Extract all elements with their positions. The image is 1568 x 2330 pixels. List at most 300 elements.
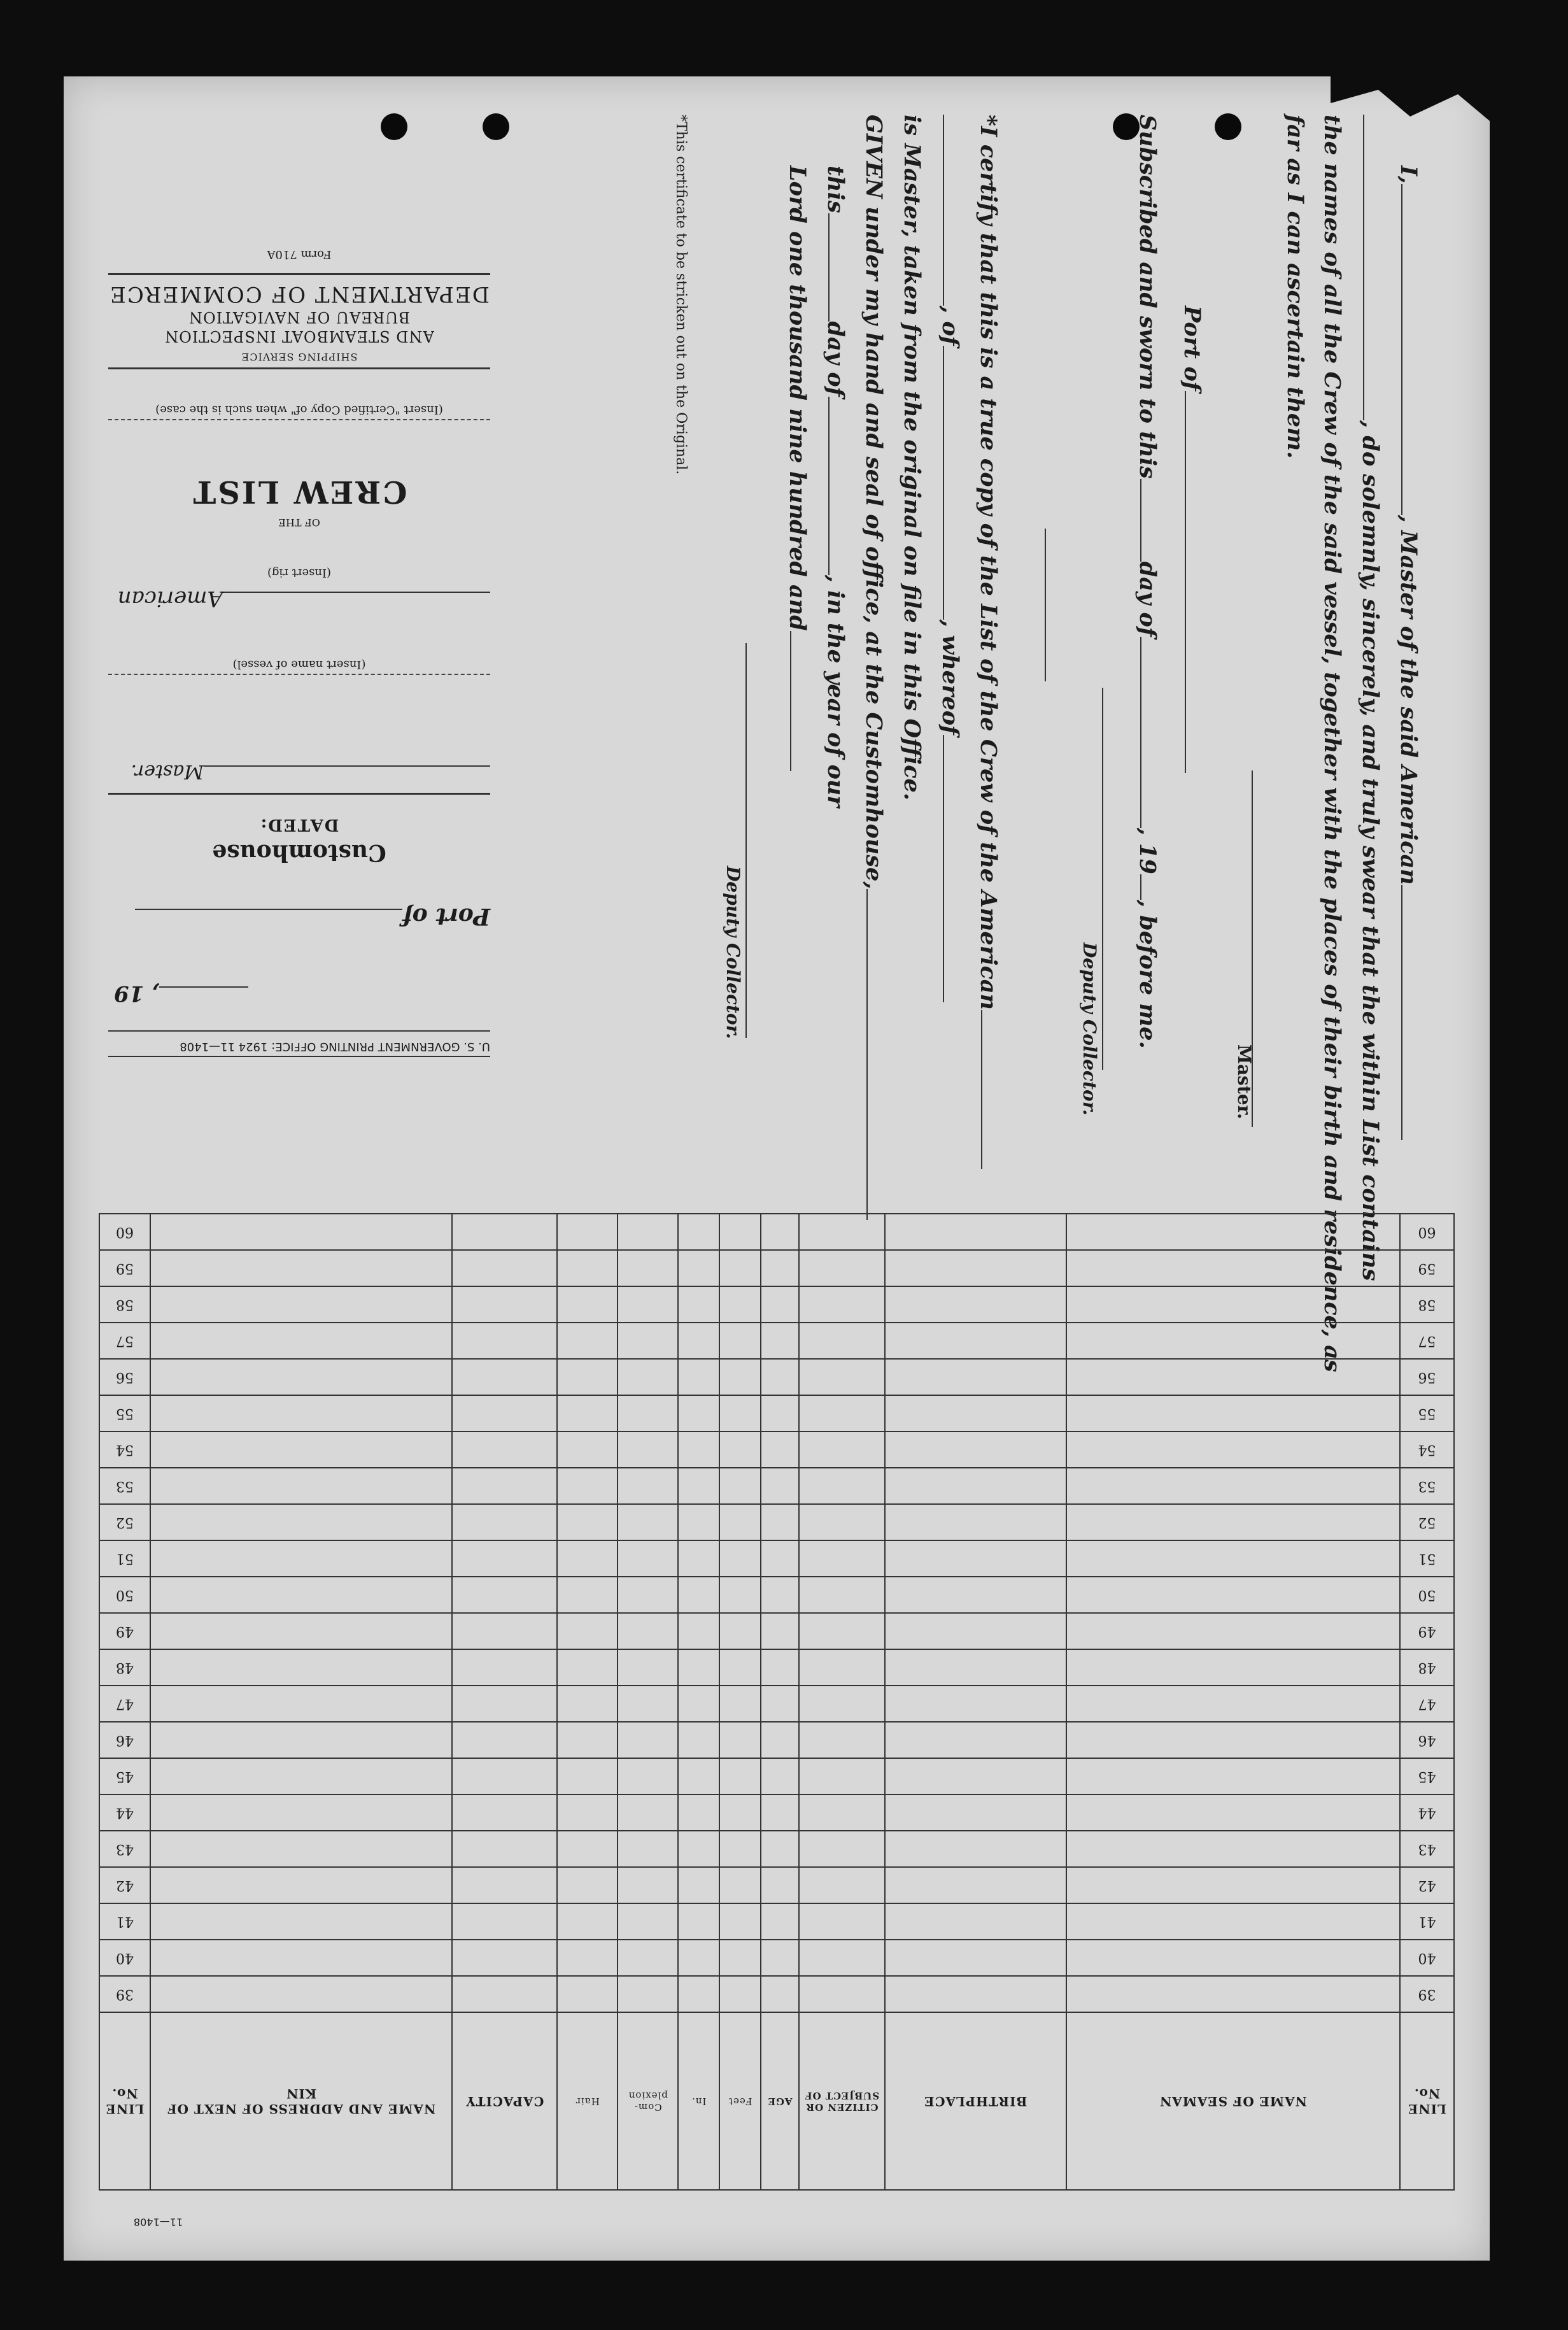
table-cell[interactable] — [618, 1359, 678, 1395]
table-cell[interactable] — [719, 1794, 761, 1831]
table-cell[interactable] — [452, 1649, 557, 1686]
table-cell[interactable] — [719, 1940, 761, 1976]
table-cell[interactable] — [719, 1468, 761, 1504]
master-line: Master. — [131, 760, 490, 783]
table-cell[interactable] — [1066, 1431, 1400, 1468]
certify-line: *I certify that this is a true copy of the List of the Crew of the American — [977, 115, 999, 1169]
table-cell[interactable] — [1066, 1758, 1400, 1794]
table-cell[interactable] — [885, 1867, 1066, 1903]
table-cell[interactable] — [452, 1250, 557, 1286]
row-line-number: 55 — [1400, 1395, 1454, 1431]
table-cell[interactable] — [761, 1831, 799, 1867]
table-cell[interactable] — [719, 1758, 761, 1794]
table-cell[interactable] — [799, 1722, 885, 1758]
table-cell[interactable] — [799, 1976, 885, 2012]
row-line-number: 52 — [1400, 1504, 1454, 1540]
table-cell[interactable] — [678, 1940, 719, 1976]
table-cell[interactable] — [557, 1214, 618, 1250]
table-cell[interactable] — [452, 1613, 557, 1649]
table-cell[interactable] — [678, 1395, 719, 1431]
row-line-number: 50 — [1400, 1577, 1454, 1613]
table-cell[interactable] — [678, 1359, 719, 1395]
table-cell[interactable] — [150, 1831, 452, 1867]
table-cell[interactable] — [1066, 1577, 1400, 1613]
table-row — [99, 1577, 1454, 1613]
table-cell[interactable] — [885, 1214, 1066, 1250]
table-cell[interactable] — [678, 1504, 719, 1540]
row-line-number: 40 — [1400, 1940, 1454, 1976]
table-cell[interactable] — [719, 1359, 761, 1395]
table-cell[interactable] — [150, 1867, 452, 1903]
table-cell[interactable] — [719, 1976, 761, 2012]
table-cell[interactable] — [885, 1323, 1066, 1359]
table-cell[interactable] — [719, 1286, 761, 1323]
table-cell[interactable] — [761, 1468, 799, 1504]
table-cell[interactable] — [557, 1395, 618, 1431]
table-cell[interactable] — [150, 1794, 452, 1831]
table-cell[interactable] — [678, 1976, 719, 2012]
table-cell[interactable] — [719, 1431, 761, 1468]
table-cell[interactable] — [678, 1323, 719, 1359]
footnote: *This certificate to be stricken out on the Original. — [673, 115, 689, 475]
table-cell[interactable] — [618, 1613, 678, 1649]
table-cell[interactable] — [885, 1686, 1066, 1722]
header-capacity: CAPACITY — [452, 2012, 557, 2190]
table-cell[interactable] — [452, 1976, 557, 2012]
row-line-number: 59 — [1400, 1250, 1454, 1286]
table-cell[interactable] — [452, 1286, 557, 1323]
table-cell[interactable] — [885, 1940, 1066, 1976]
table-cell[interactable] — [618, 1431, 678, 1468]
table-cell[interactable] — [799, 1831, 885, 1867]
given-line: GIVEN under my hand and seal of office, at the Customhouse, — [863, 115, 885, 1220]
table-cell[interactable] — [150, 1940, 452, 1976]
table-cell[interactable] — [678, 1722, 719, 1758]
table-cell[interactable] — [557, 1976, 618, 2012]
table-cell[interactable] — [719, 1649, 761, 1686]
table-cell[interactable] — [557, 1940, 618, 1976]
table-cell[interactable] — [452, 1758, 557, 1794]
table-cell[interactable] — [150, 1214, 452, 1250]
table-cell[interactable] — [150, 1468, 452, 1504]
table-cell[interactable] — [719, 1250, 761, 1286]
table-cell[interactable] — [678, 1831, 719, 1867]
header-citizen: CITIZEN OR SUBJECT OF — [799, 2012, 885, 2190]
table-cell[interactable] — [1066, 1504, 1400, 1540]
table-cell[interactable] — [678, 1214, 719, 1250]
table-cell[interactable] — [885, 1976, 1066, 2012]
table-cell[interactable] — [678, 1286, 719, 1323]
deputy-collector-label-2: Deputy Collector. — [723, 866, 744, 1039]
row-line-number-right: 47 — [99, 1686, 150, 1722]
table-cell[interactable] — [618, 1286, 678, 1323]
table-cell[interactable] — [557, 1359, 618, 1395]
row-line-number: 41 — [1400, 1903, 1454, 1940]
table-cell[interactable] — [799, 1613, 885, 1649]
row-line-number-right: 49 — [99, 1613, 150, 1649]
table-cell[interactable] — [1066, 1867, 1400, 1903]
of-the-label: OF THE — [278, 516, 320, 529]
table-cell[interactable] — [885, 1613, 1066, 1649]
table-cell[interactable] — [618, 1903, 678, 1940]
table-cell[interactable] — [557, 1649, 618, 1686]
table-cell[interactable] — [150, 1903, 452, 1940]
table-cell[interactable] — [799, 1758, 885, 1794]
header-inches: In. — [678, 2012, 719, 2190]
table-cell[interactable] — [1066, 1794, 1400, 1831]
table-cell[interactable] — [150, 1540, 452, 1577]
table-cell[interactable] — [1066, 1903, 1400, 1940]
oath-line-3: the names of all the Crew of the said vessel, together with the places of their birth and residence, as — [1319, 115, 1345, 1372]
table-cell[interactable] — [761, 1431, 799, 1468]
row-line-number-right: 55 — [99, 1395, 150, 1431]
header-name-of-seaman: NAME OF SEAMAN — [1066, 2012, 1400, 2190]
table-cell[interactable] — [452, 1686, 557, 1722]
dated-label: DATED: — [259, 815, 339, 834]
table-cell[interactable] — [678, 1903, 719, 1940]
table-cell[interactable] — [761, 1686, 799, 1722]
table-cell[interactable] — [885, 1431, 1066, 1468]
table-cell[interactable] — [678, 1867, 719, 1903]
table-cell[interactable] — [1066, 1250, 1400, 1286]
table-cell[interactable] — [799, 1250, 885, 1286]
table-cell[interactable] — [885, 1649, 1066, 1686]
table-cell[interactable] — [1066, 1395, 1400, 1431]
table-cell[interactable] — [719, 1867, 761, 1903]
row-line-number: 39 — [1400, 1976, 1454, 2012]
table-cell[interactable] — [618, 1540, 678, 1577]
row-line-number: 45 — [1400, 1758, 1454, 1794]
table-cell[interactable] — [150, 1577, 452, 1613]
table-cell[interactable] — [799, 1686, 885, 1722]
table-cell[interactable] — [678, 1613, 719, 1649]
printer-line: U. S. GOVERNMENT PRINTING OFFICE: 1924 11—1408 — [180, 1040, 490, 1053]
table-cell[interactable] — [557, 1504, 618, 1540]
table-cell[interactable] — [719, 1903, 761, 1940]
row-line-number-right: 50 — [99, 1577, 150, 1613]
table-cell[interactable] — [799, 1940, 885, 1976]
table-cell[interactable] — [557, 1722, 618, 1758]
row-line-number: 44 — [1400, 1794, 1454, 1831]
table-row — [99, 1250, 1454, 1286]
table-cell[interactable] — [452, 1214, 557, 1250]
table-cell[interactable] — [150, 1976, 452, 2012]
oath-line-2: , do solemnly, sincerely, and truly swear that the within List contains — [1359, 115, 1381, 1281]
table-cell[interactable] — [618, 1867, 678, 1903]
table-cell[interactable] — [761, 1649, 799, 1686]
table-cell[interactable] — [761, 1722, 799, 1758]
table-row — [99, 1903, 1454, 1940]
inspection-line: AND STEAMBOAT INSPECTION — [164, 327, 434, 345]
table-cell[interactable] — [618, 1214, 678, 1250]
subscribed-line: Subscribed and sworn to thisday of, 19, before me. — [1134, 115, 1161, 1049]
table-cell[interactable] — [150, 1758, 452, 1794]
row-line-number-right: 46 — [99, 1722, 150, 1758]
table-row — [99, 1867, 1454, 1903]
table-cell[interactable] — [885, 1722, 1066, 1758]
table-cell[interactable] — [719, 1613, 761, 1649]
table-cell[interactable] — [557, 1686, 618, 1722]
table-cell[interactable] — [452, 1540, 557, 1577]
table-cell[interactable] — [1066, 1359, 1400, 1395]
table-cell[interactable] — [1066, 1214, 1400, 1250]
table-cell[interactable] — [452, 1504, 557, 1540]
table-cell[interactable] — [719, 1504, 761, 1540]
row-line-number-right: 52 — [99, 1504, 150, 1540]
table-cell[interactable] — [799, 1359, 885, 1395]
table-cell[interactable] — [761, 1976, 799, 2012]
table-row — [99, 1468, 1454, 1504]
table-cell[interactable] — [885, 1540, 1066, 1577]
table-cell[interactable] — [678, 1649, 719, 1686]
table-row — [99, 1359, 1454, 1395]
table-cell[interactable] — [885, 1758, 1066, 1794]
table-row — [99, 1286, 1454, 1323]
table-cell[interactable] — [150, 1613, 452, 1649]
table-cell[interactable] — [557, 1794, 618, 1831]
table-cell[interactable] — [557, 1286, 618, 1323]
table-cell[interactable] — [452, 1867, 557, 1903]
table-cell[interactable] — [761, 1940, 799, 1976]
row-line-number: 46 — [1400, 1722, 1454, 1758]
table-cell[interactable] — [150, 1395, 452, 1431]
table-cell[interactable] — [557, 1758, 618, 1794]
table-cell[interactable] — [557, 1613, 618, 1649]
table-cell[interactable] — [761, 1504, 799, 1540]
table-cell[interactable] — [557, 1468, 618, 1504]
table-cell[interactable] — [885, 1831, 1066, 1867]
table-cell[interactable] — [885, 1468, 1066, 1504]
table-row — [99, 1722, 1454, 1758]
table-cell[interactable] — [452, 1395, 557, 1431]
table-cell[interactable] — [719, 1540, 761, 1577]
table-cell[interactable] — [761, 1794, 799, 1831]
american-line: American — [118, 586, 490, 611]
table-row — [99, 1976, 1454, 2012]
table-cell[interactable] — [719, 1686, 761, 1722]
table-row — [99, 1323, 1454, 1359]
insert-vessel-note: (Insert name of vessel) — [232, 658, 366, 671]
table-cell[interactable] — [618, 1940, 678, 1976]
table-cell[interactable] — [150, 1722, 452, 1758]
table-cell[interactable] — [761, 1540, 799, 1577]
table-cell[interactable] — [557, 1867, 618, 1903]
table-cell[interactable] — [761, 1214, 799, 1250]
table-cell[interactable] — [150, 1686, 452, 1722]
table-cell[interactable] — [719, 1831, 761, 1867]
table-cell[interactable] — [761, 1867, 799, 1903]
table-cell[interactable] — [618, 1649, 678, 1686]
table-cell[interactable] — [885, 1395, 1066, 1431]
table-cell[interactable] — [719, 1577, 761, 1613]
table-cell[interactable] — [885, 1359, 1066, 1395]
table-cell[interactable] — [1066, 1649, 1400, 1686]
row-line-number-right: 48 — [99, 1649, 150, 1686]
deputy-signature-line — [1098, 688, 1120, 1070]
table-cell[interactable] — [799, 1431, 885, 1468]
table-cell[interactable] — [885, 1286, 1066, 1323]
oath-line-1: I,, Master of the said American — [1397, 166, 1420, 1140]
row-line-number-right: 53 — [99, 1468, 150, 1504]
table-cell[interactable] — [452, 1323, 557, 1359]
table-cell[interactable] — [618, 1577, 678, 1613]
table-cell[interactable] — [618, 1323, 678, 1359]
table-cell[interactable] — [885, 1577, 1066, 1613]
table-cell[interactable] — [1066, 1613, 1400, 1649]
table-cell[interactable] — [557, 1250, 618, 1286]
table-row — [99, 1831, 1454, 1867]
table-cell[interactable] — [678, 1794, 719, 1831]
table-cell[interactable] — [1066, 1540, 1400, 1577]
table-cell[interactable] — [452, 1431, 557, 1468]
row-line-number-right: 43 — [99, 1831, 150, 1867]
table-cell[interactable] — [799, 1323, 885, 1359]
row-line-number: 54 — [1400, 1431, 1454, 1468]
table-cell[interactable] — [719, 1722, 761, 1758]
table-cell[interactable] — [618, 1722, 678, 1758]
table-cell[interactable] — [799, 1577, 885, 1613]
table-cell[interactable] — [557, 1903, 618, 1940]
table-cell[interactable] — [799, 1903, 885, 1940]
table-cell[interactable] — [1066, 1286, 1400, 1323]
row-line-number-right: 54 — [99, 1431, 150, 1468]
table-cell[interactable] — [1066, 1686, 1400, 1722]
header-birthplace: BIRTHPLACE — [885, 2012, 1066, 2190]
table-cell[interactable] — [761, 1286, 799, 1323]
table-cell[interactable] — [1066, 1468, 1400, 1504]
table-cell[interactable] — [799, 1649, 885, 1686]
table-cell[interactable] — [452, 1831, 557, 1867]
table-cell[interactable] — [885, 1504, 1066, 1540]
table-cell[interactable] — [1066, 1831, 1400, 1867]
table-row — [99, 1649, 1454, 1686]
table-cell[interactable] — [618, 1250, 678, 1286]
table-cell[interactable] — [799, 1468, 885, 1504]
table-cell[interactable] — [719, 1214, 761, 1250]
table-cell[interactable] — [452, 1794, 557, 1831]
table-row — [99, 1214, 1454, 1250]
deputy2-signature-line — [742, 643, 764, 1038]
row-line-number: 58 — [1400, 1286, 1454, 1323]
table-cell[interactable] — [618, 1831, 678, 1867]
table-cell[interactable] — [452, 1577, 557, 1613]
table-cell[interactable] — [885, 1250, 1066, 1286]
table-cell[interactable] — [618, 1686, 678, 1722]
table-cell[interactable] — [761, 1577, 799, 1613]
table-cell[interactable] — [799, 1395, 885, 1431]
table-cell[interactable] — [150, 1323, 452, 1359]
given-year-line: Lord one thousand nine hundred and — [786, 166, 809, 771]
table-cell[interactable] — [678, 1540, 719, 1577]
row-line-number: 49 — [1400, 1613, 1454, 1649]
table-row — [99, 1431, 1454, 1468]
certified-copy-note: (Insert "Certified Copy of" when such is the case) — [155, 403, 443, 416]
table-cell[interactable] — [678, 1250, 719, 1286]
table-cell[interactable] — [618, 1504, 678, 1540]
table-cell[interactable] — [618, 1794, 678, 1831]
table-cell[interactable] — [557, 1540, 618, 1577]
table-cell[interactable] — [452, 1359, 557, 1395]
header-feet: Feet — [719, 2012, 761, 2190]
row-line-number: 43 — [1400, 1831, 1454, 1867]
table-cell[interactable] — [678, 1431, 719, 1468]
row-line-number-right: 39 — [99, 1976, 150, 2012]
table-cell[interactable] — [557, 1431, 618, 1468]
table-cell[interactable] — [885, 1794, 1066, 1831]
cover-panel — [108, 166, 490, 1057]
table-cell[interactable] — [799, 1504, 885, 1540]
table-cell[interactable] — [761, 1250, 799, 1286]
table-cell[interactable] — [1066, 1976, 1400, 2012]
table-cell[interactable] — [150, 1359, 452, 1395]
table-row — [99, 1504, 1454, 1540]
table-row — [99, 1940, 1454, 1976]
table-cell[interactable] — [452, 1468, 557, 1504]
table-cell[interactable] — [452, 1940, 557, 1976]
table-cell[interactable] — [719, 1395, 761, 1431]
table-cell[interactable] — [761, 1395, 799, 1431]
table-cell[interactable] — [761, 1359, 799, 1395]
table-row — [99, 1613, 1454, 1649]
table-cell[interactable] — [150, 1504, 452, 1540]
table-cell[interactable] — [761, 1323, 799, 1359]
table-cell[interactable] — [799, 1286, 885, 1323]
table-cell[interactable] — [618, 1976, 678, 2012]
table-cell[interactable] — [618, 1395, 678, 1431]
table-row — [99, 1758, 1454, 1794]
table-cell[interactable] — [799, 1794, 885, 1831]
table-cell[interactable] — [618, 1758, 678, 1794]
row-line-number: 53 — [1400, 1468, 1454, 1504]
table-cell[interactable] — [150, 1431, 452, 1468]
insert-rig-note: (Insert rig) — [267, 566, 332, 579]
table-cell[interactable] — [557, 1323, 618, 1359]
row-line-number-right: 42 — [99, 1867, 150, 1903]
table-cell[interactable] — [678, 1577, 719, 1613]
table-cell[interactable] — [618, 1468, 678, 1504]
table-cell[interactable] — [719, 1323, 761, 1359]
port-of-line: Port of — [1181, 306, 1203, 773]
table-cell[interactable] — [799, 1540, 885, 1577]
table-cell[interactable] — [150, 1250, 452, 1286]
table-cell[interactable] — [1066, 1940, 1400, 1976]
table-cell[interactable] — [885, 1903, 1066, 1940]
table-cell[interactable] — [678, 1758, 719, 1794]
crew-table — [99, 1213, 1455, 2191]
bureau-line: BUREAU OF NAVIGATION — [188, 308, 410, 326]
table-cell[interactable] — [452, 1722, 557, 1758]
table-header-row — [99, 2012, 1454, 2190]
table-cell[interactable] — [761, 1758, 799, 1794]
table-cell[interactable] — [678, 1686, 719, 1722]
table-cell[interactable] — [1066, 1323, 1400, 1359]
table-cell[interactable] — [1066, 1722, 1400, 1758]
table-cell[interactable] — [678, 1468, 719, 1504]
department-title: DEPARTMENT OF COMMERCE — [109, 281, 490, 307]
header-next-of-kin: NAME AND ADDRESS OF NEXT OF KIN — [150, 2012, 452, 2190]
table-cell[interactable] — [557, 1577, 618, 1613]
table-cell[interactable] — [150, 1649, 452, 1686]
table-cell[interactable] — [799, 1867, 885, 1903]
table-cell[interactable] — [557, 1831, 618, 1867]
table-cell[interactable] — [761, 1903, 799, 1940]
table-cell[interactable] — [150, 1286, 452, 1323]
table-cell[interactable] — [761, 1613, 799, 1649]
row-line-number: 42 — [1400, 1867, 1454, 1903]
table-cell[interactable] — [452, 1903, 557, 1940]
table-cell[interactable] — [799, 1214, 885, 1250]
row-line-number: 48 — [1400, 1649, 1454, 1686]
